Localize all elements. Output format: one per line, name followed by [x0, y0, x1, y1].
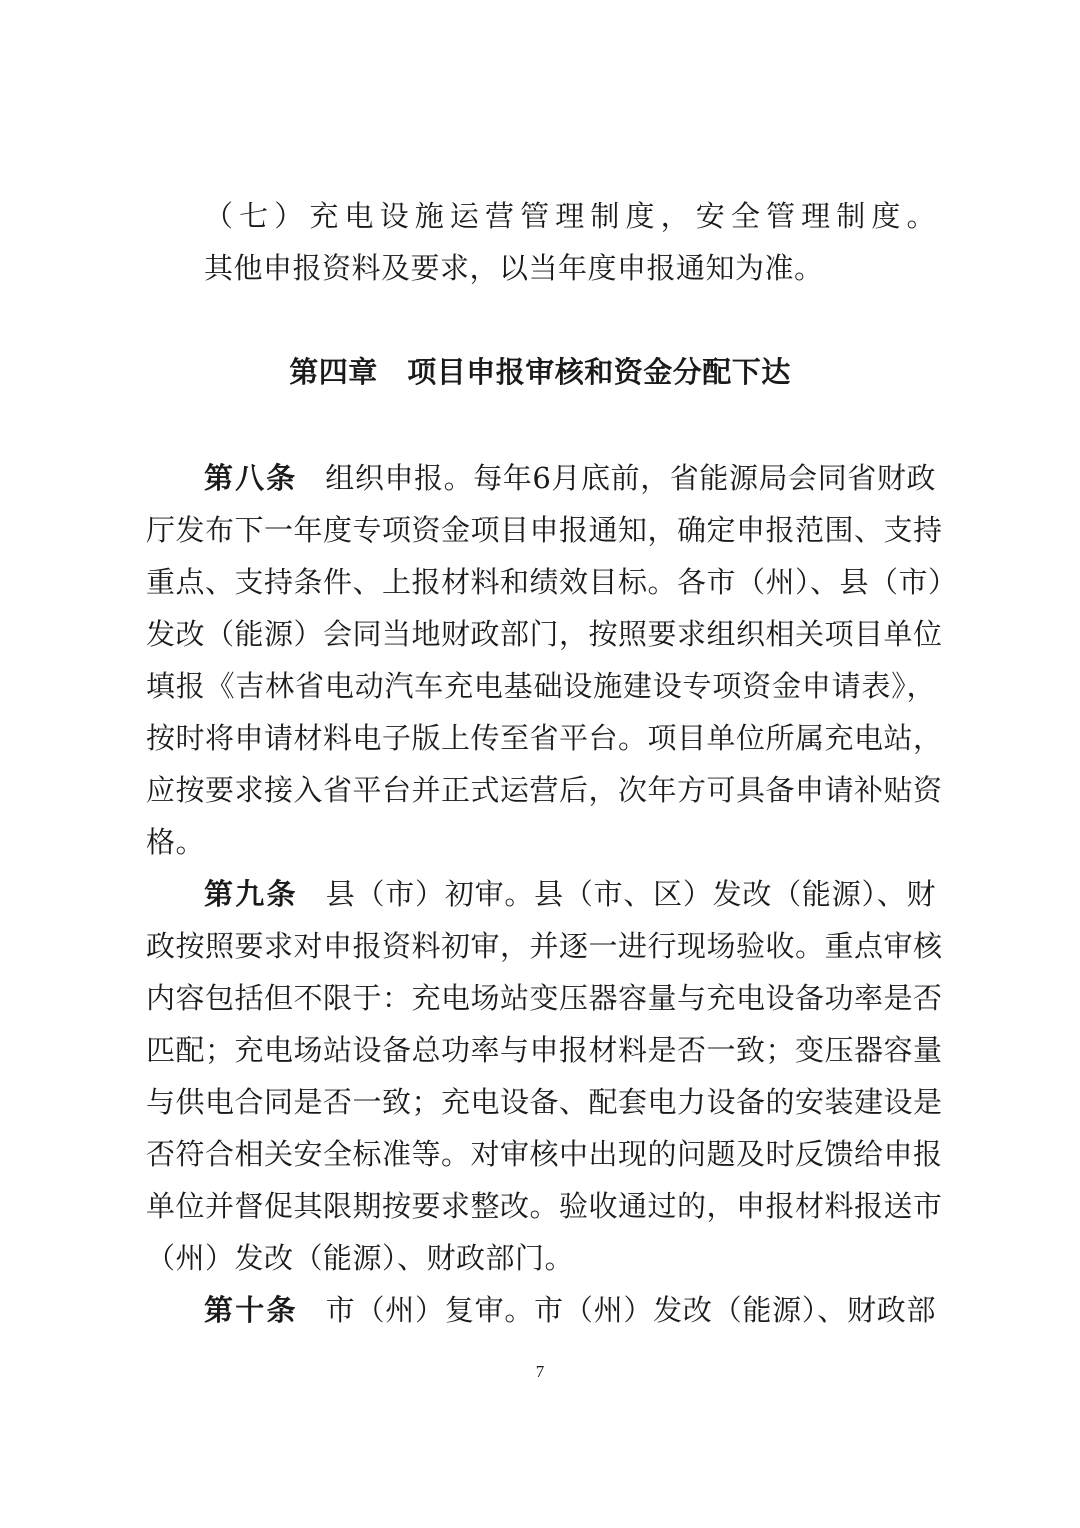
- article-8-text-line: 按时将申请材料电子版上传至省平台。项目单位所属充电站，: [146, 721, 943, 755]
- article-8-text-line: 格。: [146, 825, 206, 859]
- article-8-text-line: 发改（能源）会同当地财政部门，按照要求组织相关项目单位: [146, 617, 943, 651]
- article-9-label: 第九条: [204, 877, 298, 911]
- article-8-text-line: 组织申报。每年6月底前，省能源局会同省财政: [325, 461, 936, 495]
- article-9-text-line: 内容包括但不限于：充电场站变压器容量与充电设备功率是否: [146, 981, 943, 1015]
- chapter-title: 第四章 项目申报审核和资金分配下达: [289, 355, 791, 389]
- page-number: 7: [535, 1362, 545, 1381]
- article-9-text-line: 与供电合同是否一致；充电设备、配套电力设备的安装建设是: [146, 1085, 943, 1119]
- article-9-text-line: 匹配；充电场站设备总功率与申报材料是否一致；变压器容量: [146, 1033, 943, 1067]
- article-9-text-line: 县（市）初审。县（市、区）发改（能源）、财: [325, 877, 936, 911]
- article-8-text-line: 填报《吉林省电动汽车充电基础设施建设专项资金申请表》，: [146, 669, 936, 703]
- article-8-label: 第八条: [204, 461, 298, 495]
- article-9-first-line: [204, 868, 936, 920]
- article-10-label: 第十条: [204, 1293, 298, 1327]
- article-9-text-line: 否符合相关安全标准等。对审核中出现的问题及时反馈给申报: [146, 1137, 943, 1171]
- intro-line-2: 其他申报资料及要求，以当年度申报通知为准。: [204, 251, 824, 285]
- article-10-first-line: [204, 1284, 936, 1336]
- article-8-text-line: 应按要求接入省平台并正式运营后，次年方可具备申请补贴资: [146, 773, 943, 807]
- article-8-first-line: [204, 452, 936, 504]
- article-8-text-line: 重点、支持条件、上报材料和绩效目标。各市（州）、县（市）: [146, 565, 958, 599]
- article-8-text-line: 厅发布下一年度专项资金项目申报通知，确定申报范围、支持: [146, 513, 943, 547]
- article-10-text-line: 市（州）复审。市（州）发改（能源）、财政部: [325, 1293, 936, 1327]
- article-9-text-line: 政按照要求对申报资料初审，并逐一进行现场验收。重点审核: [146, 929, 943, 963]
- intro-line-1: （七）充电设施运营管理制度，安全管理制度。: [204, 199, 936, 233]
- article-9-text-line: 单位并督促其限期按要求整改。验收通过的，申报材料报送市: [146, 1189, 943, 1223]
- article-9-text-line: （州）发改（能源）、财政部门。: [146, 1241, 575, 1275]
